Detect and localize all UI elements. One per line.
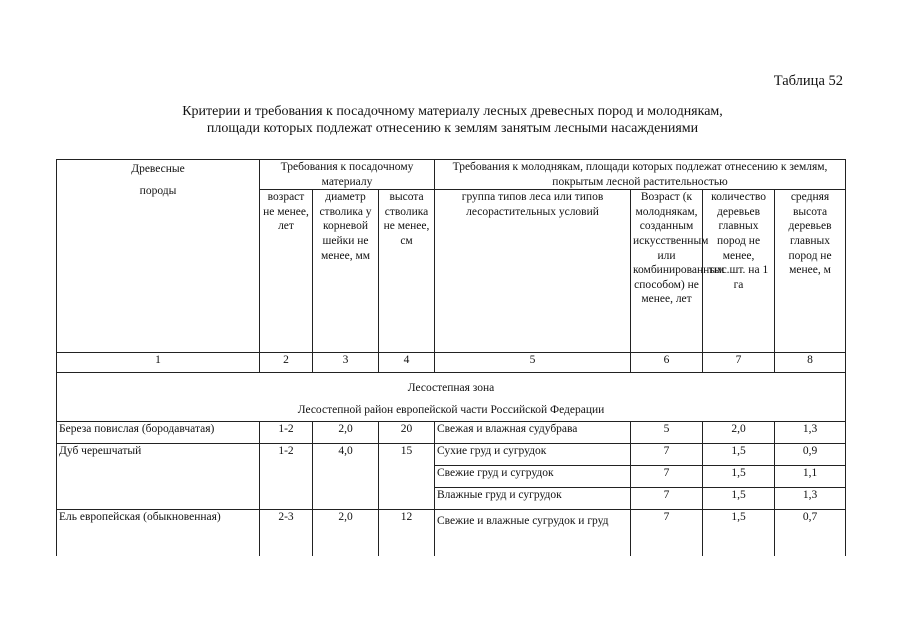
- table-number-label: Таблица 52: [773, 73, 843, 89]
- cell-height: 15: [379, 444, 435, 510]
- header-age: возраст не менее, лет: [260, 190, 313, 353]
- cell-forest-type: Свежие и влажные сугрудок и груд: [435, 510, 631, 556]
- header-count: количество деревьев главных пород не менее, тыс.шт. на 1 га: [703, 190, 775, 353]
- cell-young-age: 7: [631, 444, 703, 466]
- cell-forest-type: Влажные груд и сугрудок: [435, 488, 631, 510]
- cell-age: 2-3: [260, 510, 313, 556]
- cell-diameter: 2,0: [313, 510, 379, 556]
- document-title: [0, 103, 905, 137]
- header-young-stands: Требования к молоднякам, площади которых подлежат отнесению к землям, покрытым лесной растительностью: [435, 160, 846, 190]
- cell-count: 2,0: [703, 422, 775, 444]
- column-number: 4: [379, 353, 435, 373]
- cell-count: 1,5: [703, 510, 775, 556]
- cell-young-age: 5: [631, 422, 703, 444]
- cell-forest-type: Свежая и влажная судубрава: [435, 422, 631, 444]
- cell-avg-height: 1,3: [775, 422, 846, 444]
- cell-count: 1,5: [703, 488, 775, 510]
- header-species-line1: Древесные: [131, 163, 185, 175]
- cell-forest-type: Свежие груд и сугрудок: [435, 466, 631, 488]
- cell-species: Дуб черешчатый: [57, 444, 260, 510]
- cell-species: Ель европейская (обыкновенная): [57, 510, 260, 556]
- cell-species: Береза повислая (бородавчатая): [57, 422, 260, 444]
- cell-diameter: 2,0: [313, 422, 379, 444]
- header-young-age: Возраст (к молоднякам, созданным искусственным или комбинированным способом) не менее, лет: [631, 190, 703, 353]
- cell-age: 1-2: [260, 444, 313, 510]
- header-planting-material: Требования к посадочному материалу: [260, 160, 435, 190]
- cell-age: 1-2: [260, 422, 313, 444]
- table-row: [57, 422, 846, 444]
- requirements-table: [56, 159, 846, 556]
- cell-forest-type: Сухие груд и сугрудок: [435, 444, 631, 466]
- table-row: [57, 444, 846, 466]
- cell-young-age: 7: [631, 466, 703, 488]
- column-number: 7: [703, 353, 775, 373]
- cell-avg-height: 1,3: [775, 488, 846, 510]
- column-number: 2: [260, 353, 313, 373]
- header-forest-type: группа типов леса или типов лесорастительных условий: [435, 190, 631, 353]
- cell-young-age: 7: [631, 488, 703, 510]
- table-row: [57, 510, 846, 556]
- header-height: высота стволика не менее, см: [379, 190, 435, 353]
- zone-header: [57, 373, 846, 422]
- title-line-1: Критерии и требования к посадочному материалу лесных древесных пород и молоднякам,: [182, 104, 723, 119]
- cell-count: 1,5: [703, 466, 775, 488]
- title-line-2: площади которых подлежат отнесению к землям занятым лесными насаждениями: [206, 121, 699, 136]
- header-species: [57, 160, 260, 353]
- header-avg-height: средняя высота деревьев главных пород не менее, м: [775, 190, 846, 353]
- cell-young-age: 7: [631, 510, 703, 556]
- header-diameter: диаметр стволика у корневой шейки не менее, мм: [313, 190, 379, 353]
- column-number: 3: [313, 353, 379, 373]
- cell-height: 20: [379, 422, 435, 444]
- zone-title: Лесостепная зона: [407, 382, 495, 395]
- column-number: 5: [435, 353, 631, 373]
- column-number: 1: [57, 353, 260, 373]
- column-number: 6: [631, 353, 703, 373]
- header-species-line2: породы: [139, 184, 177, 197]
- column-number: 8: [775, 353, 846, 373]
- cell-count: 1,5: [703, 444, 775, 466]
- column-number-row: [57, 353, 846, 373]
- cell-avg-height: 1,1: [775, 466, 846, 488]
- region-title: Лесостепной район европейской части Российской Федерации: [297, 404, 605, 417]
- cell-avg-height: 0,9: [775, 444, 846, 466]
- cell-height: 12: [379, 510, 435, 556]
- cell-diameter: 4,0: [313, 444, 379, 510]
- cell-avg-height: 0,7: [775, 510, 846, 556]
